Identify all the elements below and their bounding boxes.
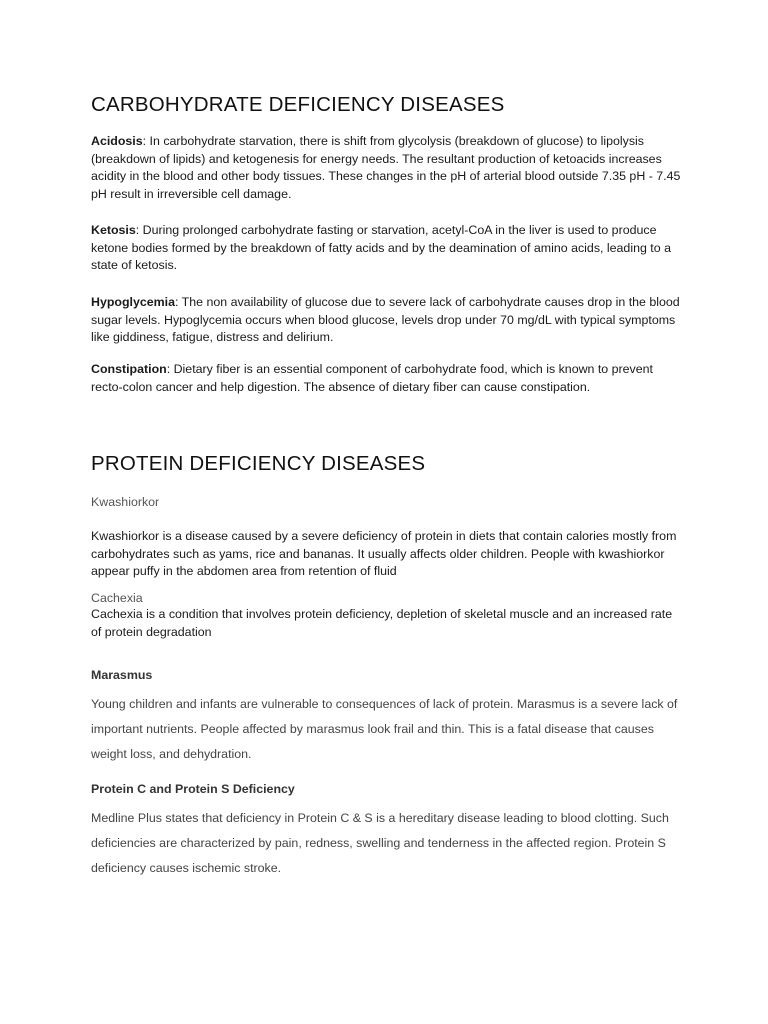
marasmus-heading: Marasmus xyxy=(91,668,153,682)
acidosis-term: Acidosis xyxy=(91,134,143,148)
protein-heading: PROTEIN DEFICIENCY DISEASES xyxy=(91,452,426,475)
ketosis-term: Ketosis xyxy=(91,223,136,237)
hypoglycemia-paragraph xyxy=(91,294,681,347)
constipation-paragraph xyxy=(91,361,681,396)
kwashiorkor-label: Kwashiorkor xyxy=(91,495,160,509)
protein-cs-paragraph: Medline Plus states that deficiency in Protein C & S is a hereditary disease leading to blood clotting. Such deficiencies are characterized by pain, redness, swelling and tenderness in the affected region. Protein S deficiency causes ischemic stroke. xyxy=(91,811,669,875)
ketosis-text: : During prolonged carbohydrate fasting or starvation, acetyl-CoA in the liver is used to produce ketone bodies formed by the breakdown of fatty acids and by the deamination of amino acids, leading to a state of ketosis. xyxy=(91,223,671,272)
hypoglycemia-text: : The non availability of glucose due to severe lack of carbohydrate causes drop in the blood sugar levels. Hypoglycemia occurs when blood glucose, levels drop under 70 mg/dL with typical symptoms like giddiness, fatigue, distress and delirium. xyxy=(91,295,680,344)
acidosis-text: : In carbohydrate starvation, there is shift from glycolysis (breakdown of glucose) to lipolysis (breakdown of lipids) and ketogenesis for energy needs. The resultant production of ketoacids increases acidity in the blood and other body tissues. These changes in the pH of arterial blood outside 7.35 pH - 7.45 pH result in irreversible cell damage. xyxy=(91,134,681,201)
constipation-text: : Dietary fiber is an essential component of carbohydrate food, which is known to prevent recto-colon cancer and help digestion. The absence of dietary fiber can cause constipation. xyxy=(91,362,653,394)
kwashiorkor-paragraph: Kwashiorkor is a disease caused by a severe deficiency of protein in diets that contain calories mostly from carbohydrates such as yams, rice and bananas. It usually affects older children. People with kwashiorkor appear puffy in the abdomen area from retention of fluid xyxy=(91,529,677,578)
acidosis-paragraph xyxy=(91,133,681,203)
hypoglycemia-term: Hypoglycemia xyxy=(91,295,176,309)
carbohydrate-heading: CARBOHYDRATE DEFICIENCY DISEASES xyxy=(91,93,505,116)
ketosis-paragraph xyxy=(91,222,681,275)
constipation-term: Constipation xyxy=(91,362,167,376)
cachexia-paragraph: Cachexia is a condition that involves protein deficiency, depletion of skeletal muscle and an increased rate of protein degradation xyxy=(91,607,673,639)
marasmus-paragraph: Young children and infants are vulnerable to consequences of lack of protein. Marasmus is a severe lack of important nutrients. People affected by marasmus look frail and thin. This is a fatal disease that causes weight loss, and dehydration. xyxy=(91,697,678,761)
cachexia-label: Cachexia xyxy=(91,591,143,605)
protein-cs-heading: Protein C and Protein S Deficiency xyxy=(91,782,295,796)
